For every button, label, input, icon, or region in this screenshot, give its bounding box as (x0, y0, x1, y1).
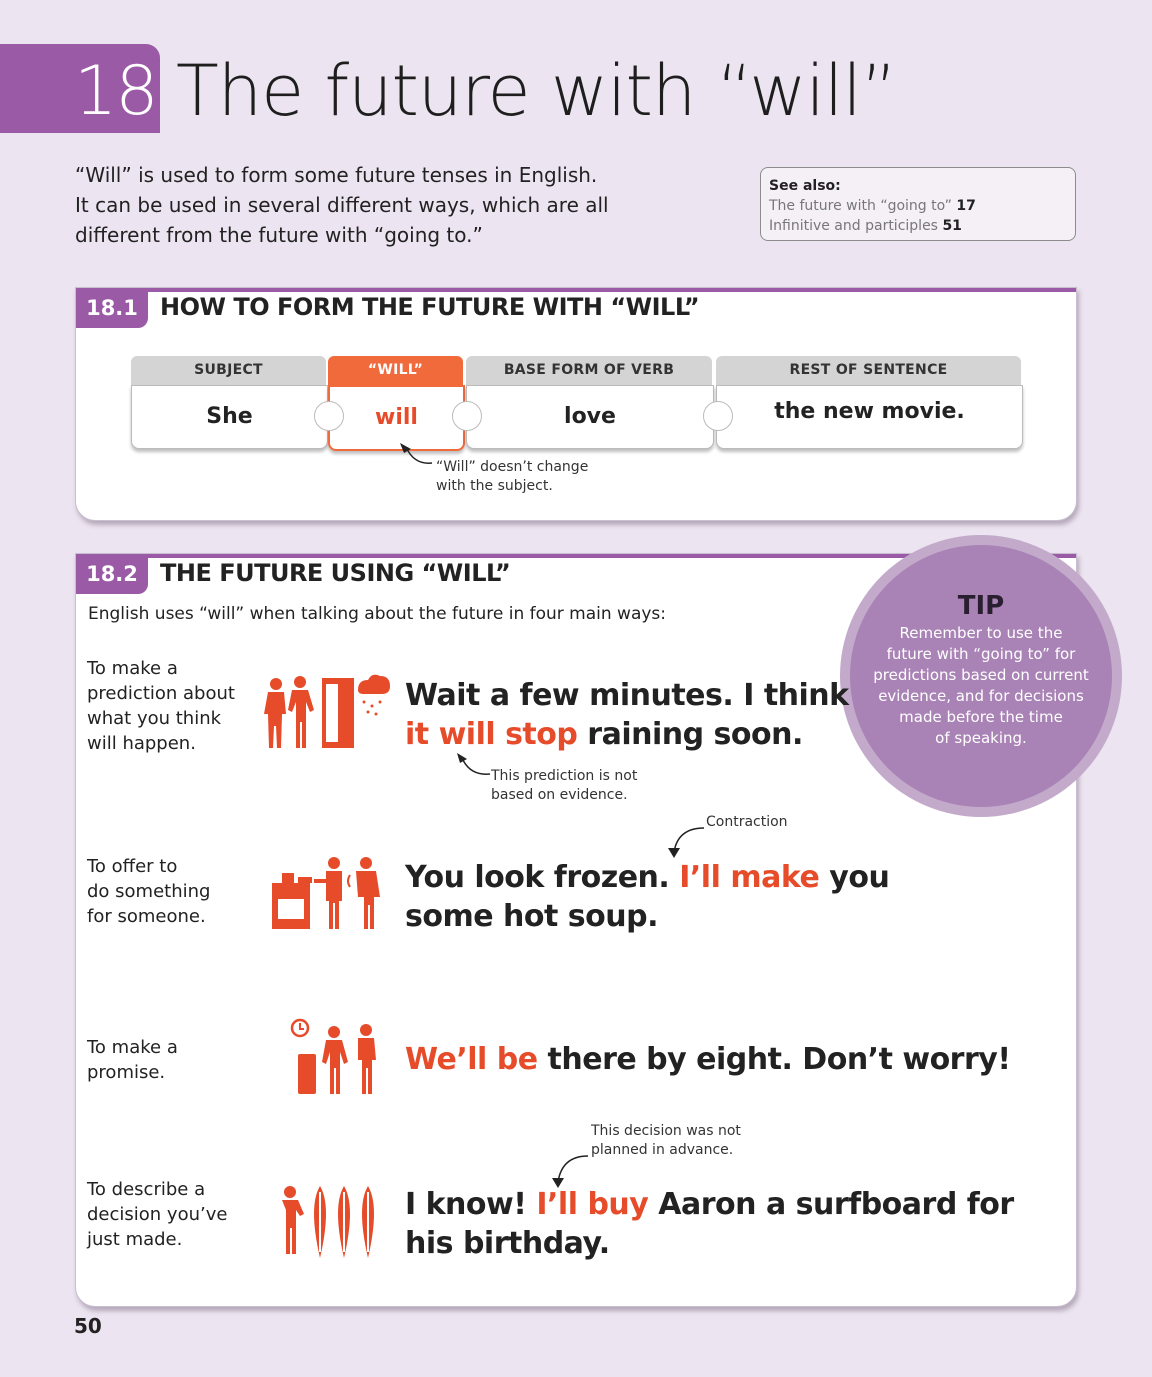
contraction-note: Contraction (706, 814, 788, 830)
sentence-part: Aaron a surfboard for (648, 1187, 1014, 1222)
panel-top-rule (76, 288, 1076, 292)
label-line: To describe a (87, 1179, 206, 1200)
tip-line: made before the time (899, 708, 1063, 726)
intro-line: different from the future with “going to.” (75, 223, 483, 247)
intro-text (75, 160, 635, 250)
use-label-decision (87, 1177, 227, 1252)
example-sentence-decision (405, 1185, 1014, 1263)
sentence-line (405, 897, 889, 936)
intro-line: “Will” is used to form some future tenses in English. (75, 163, 598, 187)
note-arrow-icon (664, 820, 708, 860)
weather-prediction-icon (262, 672, 392, 752)
label-line: what you think (87, 708, 222, 729)
cell-subject: She (131, 385, 328, 449)
column-header-subject: SUBJECT (131, 356, 326, 386)
example-sentence-prediction (405, 676, 849, 754)
use-label-promise (87, 1035, 178, 1085)
sentence-part: you (819, 860, 890, 895)
tip-line: of speaking. (935, 729, 1027, 747)
note-line: based on evidence. (491, 787, 628, 803)
sentence-part: You look frozen. (405, 860, 680, 895)
note-line: This decision was not (591, 1123, 741, 1139)
note-arrow-icon (396, 441, 436, 471)
label-line: for someone. (87, 906, 206, 927)
prediction-note (491, 767, 637, 805)
label-line: To offer to (87, 856, 178, 877)
sentence-line (405, 1040, 1011, 1079)
sentence-line (405, 676, 849, 715)
see-also-box (760, 167, 1076, 241)
tip-circle (850, 545, 1112, 807)
sentence-part: Wait a few minutes. I think (405, 678, 849, 713)
note-line: planned in advance. (591, 1142, 734, 1158)
use-label-prediction (87, 656, 235, 756)
tip-text (872, 623, 1090, 749)
section-18-1-panel (75, 287, 1077, 521)
sentence-part-highlight: it will stop (405, 717, 578, 752)
note-line: with the subject. (436, 478, 553, 494)
phone-promise-icon (290, 1018, 386, 1100)
label-line: will happen. (87, 733, 196, 754)
label-line: decision you’ve (87, 1204, 228, 1225)
column-header-base-verb: BASE FORM OF VERB (466, 356, 712, 386)
section-intro: English uses “will” when talking about the future in four main ways: (88, 604, 667, 624)
see-also-ref[interactable] (769, 196, 1067, 216)
label-line: just made. (87, 1229, 183, 1250)
sentence-part: his birthday. (405, 1226, 610, 1261)
sentence-part: some hot soup. (405, 899, 658, 934)
column-header-rest: REST OF SENTENCE (716, 356, 1021, 386)
intro-line: It can be used in several different ways, which are all (75, 193, 609, 217)
cooking-offer-icon (270, 853, 382, 933)
note-arrow-icon (452, 750, 492, 782)
section-title: THE FUTURE USING “WILL” (160, 559, 511, 587)
see-also-ref-page: 51 (942, 218, 962, 234)
sentence-part-highlight: I’ll make (679, 860, 820, 895)
note-line: This prediction is not (491, 768, 638, 784)
page-title: The future with “will” (176, 50, 897, 132)
label-line: prediction about (87, 683, 235, 704)
sentence-line (405, 858, 889, 897)
tip-heading: TIP (957, 591, 1005, 621)
sentence-line (405, 1185, 1014, 1224)
chapter-number: 18 (74, 52, 157, 131)
see-also-ref[interactable] (769, 216, 1067, 236)
example-sentence-offer (405, 858, 889, 936)
page-number: 50 (74, 1314, 102, 1338)
tip-line: Remember to use the (899, 624, 1063, 642)
example-sentence-promise (405, 1040, 1011, 1079)
cell-rest: the new movie. (716, 385, 1023, 449)
sentence-part-highlight: We’ll be (405, 1042, 538, 1077)
decision-note (591, 1122, 741, 1160)
label-line: To make a (87, 1037, 178, 1058)
cell-base-verb: love (466, 385, 714, 449)
see-also-heading: See also: (769, 178, 841, 194)
sentence-part: there by eight. Don’t worry! (537, 1042, 1011, 1077)
label-line: To make a (87, 658, 178, 679)
section-number: 18.2 (76, 554, 148, 594)
tip-line: evidence, and for decisions (878, 687, 1084, 705)
tip-line: predictions based on current (873, 666, 1089, 684)
use-label-offer (87, 854, 210, 929)
sentence-part-highlight: I’ll buy (536, 1187, 649, 1222)
see-also-ref-text: The future with “going to” (769, 198, 952, 214)
column-header-will: “WILL” (328, 356, 463, 386)
puzzle-knob (314, 401, 344, 431)
surfboards-icon (276, 1182, 386, 1260)
see-also-ref-text: Infinitive and participles (769, 218, 938, 234)
sentence-part: raining soon. (577, 717, 803, 752)
cell-will: will (328, 385, 465, 451)
label-line: do something (87, 881, 211, 902)
puzzle-knob (703, 401, 733, 431)
tip-line: future with “going to” for (886, 645, 1076, 663)
sentence-part: I know! (405, 1187, 537, 1222)
section-number: 18.1 (76, 288, 148, 328)
label-line: promise. (87, 1062, 166, 1083)
sentence-line (405, 715, 849, 754)
note-line: “Will” doesn’t change (436, 459, 589, 475)
puzzle-knob (452, 401, 482, 431)
see-also-ref-page: 17 (956, 198, 976, 214)
section-title: HOW TO FORM THE FUTURE WITH “WILL” (160, 293, 700, 321)
will-note (436, 458, 588, 496)
sentence-line (405, 1224, 1014, 1263)
